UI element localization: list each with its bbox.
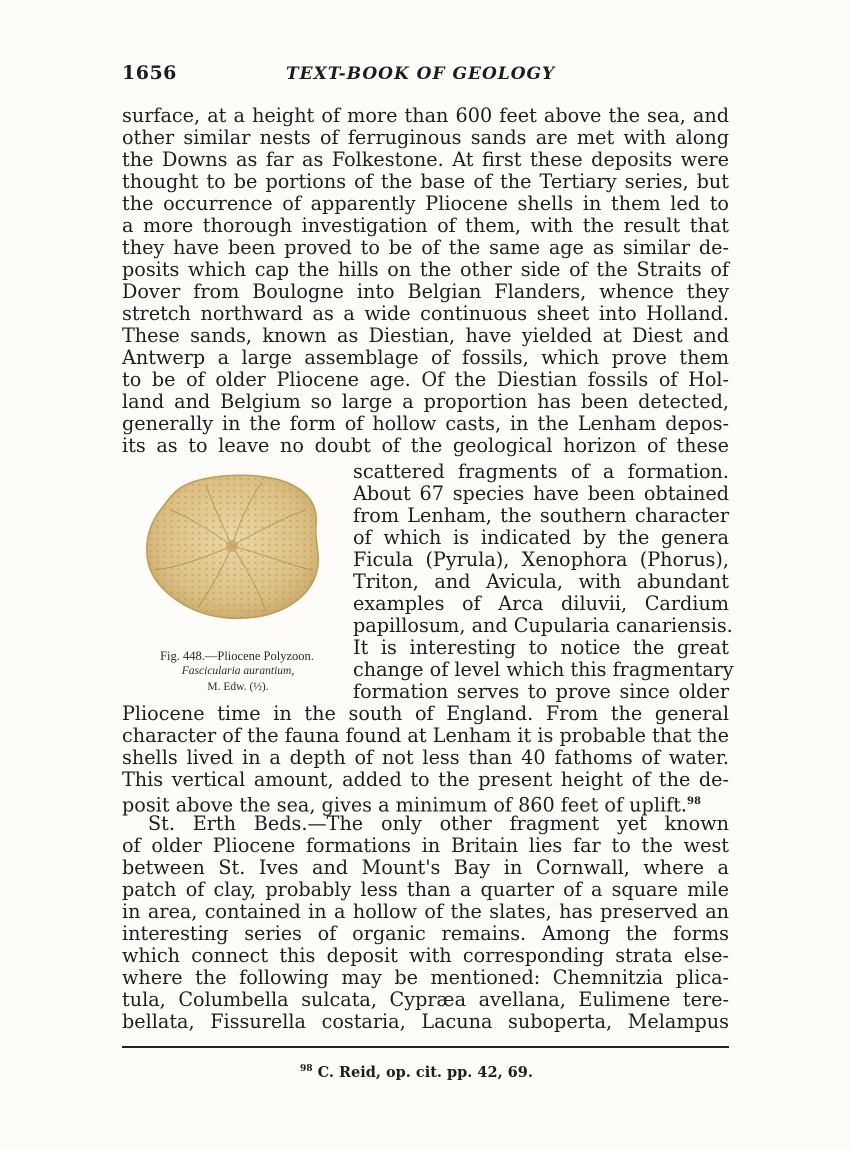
text-line: to be of older Pliocene age. Of the Diestian fossils of Hol- [122, 368, 729, 391]
caption-line: Fig. 448.—Pliocene Polyzoon. [160, 649, 314, 663]
text-line: stretch northward as a wide continuous sheet into Holland. [122, 302, 729, 325]
text-line: shells lived in a depth of not less than 40 fathoms of water. [122, 746, 729, 769]
text-line: which connect this deposit with corresponding strata else- [122, 944, 729, 967]
text-line: generally in the form of hollow casts, in the Lenham depos- [122, 412, 729, 435]
text-line: papillosum, and Cupularia canariensis. [353, 614, 733, 637]
caption-line: M. Edw. (½). [207, 681, 269, 693]
text-line: posits which cap the hills on the other side of the Straits of [122, 258, 729, 281]
footnote-text: C. Reid, op. cit. pp. 42, 69. [317, 1064, 533, 1081]
footnote [300, 1064, 533, 1081]
text-line: tula, Columbella sulcata, Cypræa avellana, Eulimene tere- [122, 988, 729, 1011]
footnote-reference[interactable]: 98 [687, 796, 701, 807]
text-line: other similar nests of ferruginous sands are met with along [122, 126, 729, 149]
text-line: surface, at a height of more than 600 feet above the sea, and [122, 104, 729, 127]
text-line: character of the fauna found at Lenham it is probable that the [122, 724, 729, 747]
footnote-divider [122, 1046, 729, 1048]
text-line-content: posit above the sea, gives a minimum of 860 feet of uplift. [122, 793, 688, 817]
text-line: a more thorough investigation of them, with the result that [122, 214, 729, 237]
text-line: where the following may be mentioned: Chemnitzia plica- [122, 966, 729, 989]
text-line: It is interesting to notice the great [353, 636, 729, 659]
text-line: the occurrence of apparently Pliocene shells in them led to [122, 192, 729, 215]
text-line: of older Pliocene formations in Britain lies far to the west [122, 834, 729, 857]
text-line: This vertical amount, added to the present height of the de- [122, 768, 729, 791]
text-line: in area, contained in a hollow of the slates, has preserved an [122, 900, 729, 923]
text-line: between St. Ives and Mount's Bay in Cornwall, where a [122, 856, 729, 879]
page-number: 1656 [122, 62, 177, 84]
text-line: of which is indicated by the genera [353, 526, 729, 549]
text-line: Ficula (Pyrula), Xenophora (Phorus), [353, 548, 729, 571]
text-line: formation serves to prove since older [353, 680, 729, 703]
text-line: change of level which this fragmentary [353, 658, 734, 681]
text-line: thought to be portions of the base of the Tertiary series, but [122, 170, 729, 193]
text-line: from Lenham, the southern character [353, 504, 729, 527]
text-line: patch of clay, probably less than a quarter of a square mile [122, 878, 729, 901]
text-line: examples of Arca diluvii, Cardium [353, 592, 729, 615]
text-line: Pliocene time in the south of England. From the general [122, 702, 729, 725]
text-line: About 67 species have been obtained [353, 482, 729, 505]
text-line: scattered fragments of a formation. [353, 460, 729, 483]
text-line: These sands, known as Diestian, have yielded at Diest and [122, 324, 729, 347]
running-title: TEXT-BOOK OF GEOLOGY [286, 64, 556, 84]
text-line: interesting series of organic remains. Among the forms [122, 922, 729, 945]
text-line: Dover from Boulogne into Belgian Flanders, whence they [122, 280, 729, 303]
text-line: Antwerp a large assemblage of fossils, which prove them [122, 346, 729, 369]
text-line: its as to leave no doubt of the geological horizon of these [122, 434, 729, 457]
text-line: the Downs as far as Folkestone. At first these deposits were [122, 148, 729, 171]
text-line: they have been proved to be of the same age as similar de- [122, 236, 729, 259]
text-line: Triton, and Avicula, with abundant [353, 570, 729, 593]
text-line: bellata, Fissurella costaria, Lacuna suboperta, Melampus [122, 1010, 729, 1033]
caption-line: Fascicularia aurantium, [181, 665, 295, 677]
footnote-marker: 98 [300, 1064, 313, 1075]
section-heading-line: St. Erth Beds.—The only other fragment yet known [148, 812, 729, 835]
fossil-specimen-illustration [140, 470, 326, 622]
text-line: land and Belgium so large a proportion has been detected, [122, 390, 729, 413]
